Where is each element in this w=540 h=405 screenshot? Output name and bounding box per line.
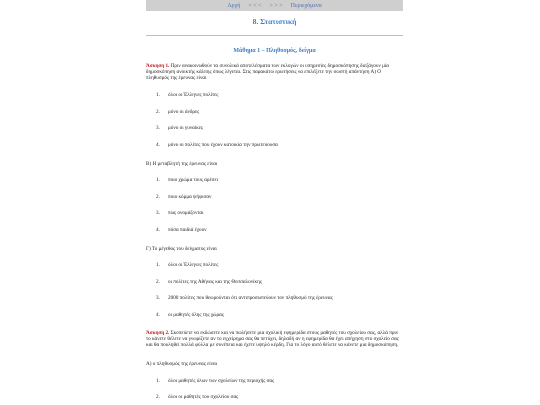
question-b: Β) Η μεταβλητή της έρευνας είναι [146,160,218,167]
divider [146,35,403,36]
list-item: 3. μόνο οι γυναίκες [156,125,204,132]
document-page [146,0,403,400]
exercise-2-text [146,330,403,349]
list-item: 1. όλοι μαθητές όλων των σχολείων της περιοχής σας [156,377,275,384]
exercise-1-label: Άσκηση 1. [146,63,170,69]
exercise-2-question-a: Α) ο πληθυσμός της έρευνας είναι [146,361,218,368]
chapter-title: 8. Στατιστική [252,17,297,26]
list-item: 3. πως ονομάζονται [156,210,204,217]
home-link[interactable]: Αρχή [227,2,241,9]
list-item: 1. ποιο χρώμα τους αρέσει [156,177,219,184]
previous-link[interactable]: < < < [248,2,262,9]
list-item: 2. όλοι οι μαθητές του σχολείου σας [156,394,239,401]
exercise-1-a-options [146,92,403,148]
question-c: Γ) Το μέγεθος του δείγματος είναι [146,245,217,252]
list-item: 2. μόνο οι άνδρες [156,108,200,115]
exercise-2-label: Άσκηση 2. [146,329,170,336]
list-item: 4. μόνο οι πολίτες που έχουν κατοικία την πρωτεύουσα [156,141,278,148]
contents-link[interactable]: Περιεχόμενα [290,2,322,9]
list-item: 3. 2000 πολίτες που θεωρούνται ότι αντιπροσωπεύουν τον πληθυσμό της έρευνας [156,295,333,302]
list-item: 1. όλοι οι Έλληνες πολίτες [156,262,219,269]
exercise-1-b-options [146,177,403,233]
exercise-1-c-options [146,262,403,318]
top-navigation [146,0,403,11]
lesson-title: Μάθημα 1 – Πληθυσμός, δείγμα [233,48,316,54]
list-item: 2. οι πολίτες της Αθήνας και της Θεσσαλονίκης [156,278,262,285]
list-item: 1. όλοι οι Έλληνες πολίτες [156,92,219,99]
exercise-2-body: Σκοπεύετε να εκδώσετε και να πωλήσετε μια σχολική εφημερίδα στους μαθητές του σχολείου σας, αλλά πριν το κάνετε θέλετε να γνωρίζετε αν το εγχείρημα σας θα πετύχει, δηλαδή αν η εφημερίδα θα έχει απήχηση στο σχολείο σας και θα πουληθεί πολλά φύλλα με συνέπεια και έχετε υψηλό κέρδη. Για το λόγο αυτό θέλετε να κάνετε μια δημοσκόπηση. [146,329,399,349]
exercise-1-body: Πριν ανακοινωθούν τα συνολικά αποτελέσματα των εκλογών οι υπηρεσίες δημοσκόπησης διεξάγουν μία δημοσκόπηση ανοικτής κάλπης όπως λέγεται. Στις παρακάτω ερωτήσεις να επιλέξετε την σωστή απάντηση Α) Ο πληθυσμός της έρευνας είναι [146,63,389,82]
exercise-2-a-options [146,378,403,401]
next-link[interactable]: > > > [269,2,283,9]
exercise-1-text [146,63,403,82]
list-item: 4. οι μαθητές όλης της χώρας [156,311,224,318]
list-item: 2. ποιο κόμμα ψήφισαν [156,193,212,200]
list-item: 4. πόσα παιδιά έχουν [156,226,207,233]
